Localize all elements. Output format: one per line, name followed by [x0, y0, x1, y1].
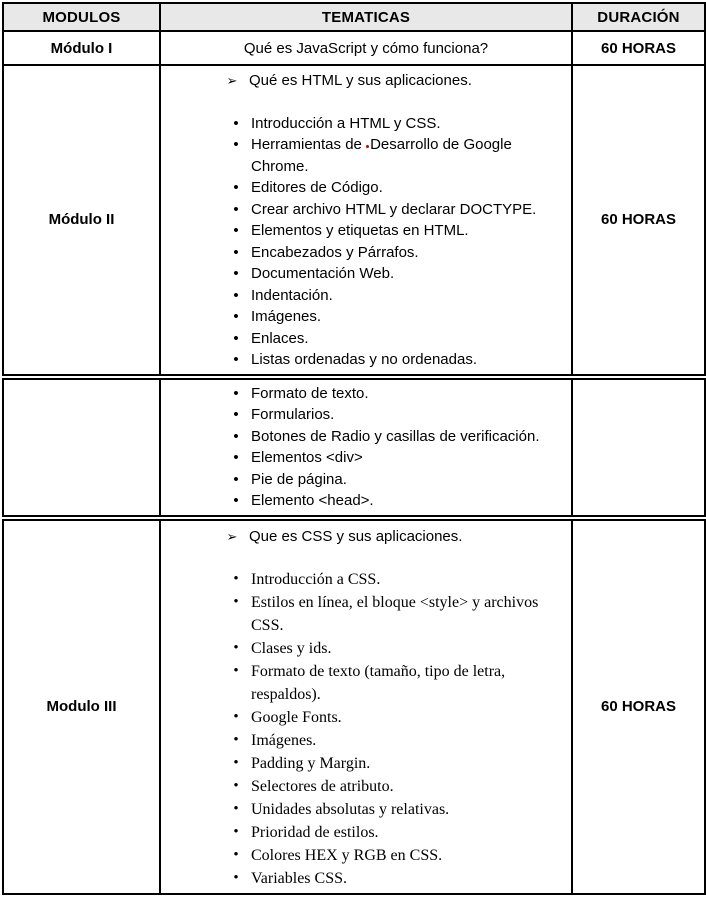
topic-item	[221, 469, 563, 491]
topics-cell	[160, 520, 572, 895]
topic-text: Formato de texto.	[251, 384, 369, 402]
topic-item	[221, 426, 563, 448]
topic-text: Crear archivo HTML y declarar DOCTYPE.	[251, 200, 537, 218]
topic-item	[221, 404, 563, 426]
topic-item	[221, 199, 563, 221]
topic-item	[221, 383, 563, 405]
topic-text: Listas ordenadas y no ordenadas.	[251, 351, 477, 368]
topic-item	[221, 263, 563, 285]
table-header-row	[3, 3, 705, 31]
bullet-icon: •	[233, 778, 239, 794]
topic-text: Formularios.	[251, 406, 335, 423]
topic-item	[221, 242, 563, 264]
bullet-icon: •	[233, 824, 239, 840]
topic-text: Elemento <head>.	[251, 492, 374, 509]
topic-item	[221, 637, 563, 660]
topic-item	[221, 568, 563, 591]
topic-text: Unidades absolutas y relativas.	[251, 801, 450, 818]
bullet-icon: •	[233, 870, 239, 886]
modules-table-block-3	[2, 519, 706, 896]
topic-text: Editores de Código.	[251, 179, 383, 196]
bullet-icon: •	[233, 594, 239, 610]
bullet-icon: •	[233, 427, 239, 445]
bullet-icon: •	[233, 732, 239, 748]
topic-text: Colores HEX y RGB en CSS.	[251, 847, 443, 864]
topic-text: Imágenes.	[251, 732, 317, 749]
topic-item	[221, 821, 563, 844]
topics-list	[161, 380, 571, 515]
table-row-modulo-1	[3, 31, 705, 65]
duration-value: 60 HORAS	[572, 31, 705, 65]
duration-value: 60 HORAS	[572, 520, 705, 895]
table-row-continuation	[3, 379, 705, 516]
duration-value	[572, 379, 705, 516]
topic-text: Clases y ids.	[251, 640, 332, 657]
topic-item	[221, 660, 563, 706]
spellcheck-mark-icon	[366, 145, 369, 148]
bullet-icon: •	[233, 709, 239, 725]
topic-item	[221, 867, 563, 890]
topic-text: Elementos <div>	[251, 449, 363, 466]
topic-item	[221, 306, 563, 328]
bullet-icon: •	[233, 663, 239, 679]
header-cell-tematicas: TEMATICAS	[160, 3, 572, 31]
modules-table-block-1	[2, 2, 706, 376]
bullet-icon: •	[233, 308, 239, 325]
bullet-icon: •	[233, 179, 239, 196]
header-cell-modulos: MODULOS	[3, 3, 160, 31]
topic-text: Pie de página.	[251, 470, 347, 488]
topic-text: Selectores de atributo.	[251, 778, 394, 795]
blank-line	[221, 92, 563, 113]
bullet-icon: •	[233, 384, 239, 402]
bullet-icon: •	[233, 492, 239, 509]
topic-text: Que es CSS y sus aplicaciones.	[249, 527, 463, 545]
topic-text: Padding y Margin.	[251, 755, 371, 772]
topic-text: Variables CSS.	[251, 870, 347, 887]
bullet-icon: •	[233, 222, 239, 239]
bullet-icon: •	[233, 114, 239, 132]
bullet-icon: •	[233, 265, 239, 282]
topic-item	[221, 706, 563, 729]
topic-text: Botones de Radio y casillas de verificación.	[251, 427, 540, 445]
topic-text: Google Fonts.	[251, 709, 342, 726]
header-cell-duracion: DURACIÓN	[572, 3, 705, 31]
bullet-icon: •	[233, 755, 239, 771]
module-name	[3, 379, 160, 516]
duration-value: 60 HORAS	[572, 65, 705, 375]
topic-text: Introducción a HTML y CSS.	[251, 114, 441, 132]
topic-text: Encabezados y Párrafos.	[251, 243, 419, 261]
topics-cell	[160, 31, 572, 65]
topic-text: Indentación.	[251, 286, 333, 304]
bullet-icon: •	[233, 351, 239, 368]
bullet-icon: •	[233, 406, 239, 423]
modules-table-block-2	[2, 378, 706, 517]
topic-item	[221, 447, 563, 469]
module-name: Módulo I	[3, 31, 160, 65]
arrow-bullet-icon: ➢	[226, 528, 238, 544]
topic-text: Formato de texto (tamaño, tipo de letra, respaldos).	[251, 663, 506, 703]
topic-text: Herramientas de Desarrollo de Google Chrome.	[251, 136, 512, 175]
topic-text: Documentación Web.	[251, 265, 395, 282]
bullet-icon: •	[233, 640, 239, 656]
bullet-icon: •	[233, 470, 239, 488]
topic-item	[221, 220, 563, 242]
bullet-icon: •	[233, 449, 239, 466]
topic-text: Estilos en línea, el bloque <style> y archivos CSS.	[251, 594, 539, 634]
topics-cell	[160, 65, 572, 375]
topics-list	[161, 521, 571, 894]
topic-text: Introducción a CSS.	[251, 571, 381, 588]
topics-cell	[160, 379, 572, 516]
bullet-icon: •	[233, 243, 239, 261]
module-name: Modulo III	[3, 520, 160, 895]
bullet-icon: •	[233, 801, 239, 817]
topic-item	[221, 729, 563, 752]
topic-item	[221, 591, 563, 637]
topic-text: Elementos y etiquetas en HTML.	[251, 222, 469, 239]
topic-text: Prioridad de estilos.	[251, 824, 379, 841]
module-name: Módulo II	[3, 65, 160, 375]
blank-line	[221, 547, 563, 568]
topic-item	[221, 526, 563, 548]
bullet-icon: •	[233, 136, 239, 153]
topic-item	[221, 113, 563, 135]
topics-list	[161, 66, 571, 374]
topic-text: Qué es HTML y sus aplicaciones.	[249, 72, 472, 89]
arrow-bullet-icon: ➢	[226, 73, 238, 88]
topic-text: Imágenes.	[251, 308, 322, 325]
topic-item	[221, 285, 563, 307]
bullet-icon: •	[233, 200, 239, 218]
topic-item	[221, 798, 563, 821]
topic-item	[221, 177, 563, 199]
topic-item	[221, 775, 563, 798]
topic-text: Enlaces.	[251, 329, 309, 347]
topic-item: Qué es JavaScript y cómo funciona?	[243, 39, 489, 57]
topic-item	[221, 328, 563, 350]
topic-item	[221, 752, 563, 775]
topic-item	[221, 70, 563, 92]
bullet-icon: •	[233, 286, 239, 304]
bullet-icon: •	[233, 847, 239, 863]
topic-item	[221, 490, 563, 512]
bullet-icon: •	[233, 571, 239, 587]
topic-item	[221, 134, 563, 177]
bullet-icon: •	[233, 329, 239, 347]
topic-item	[221, 349, 563, 371]
table-row-modulo-2	[3, 65, 705, 375]
table-row-modulo-3	[3, 520, 705, 895]
